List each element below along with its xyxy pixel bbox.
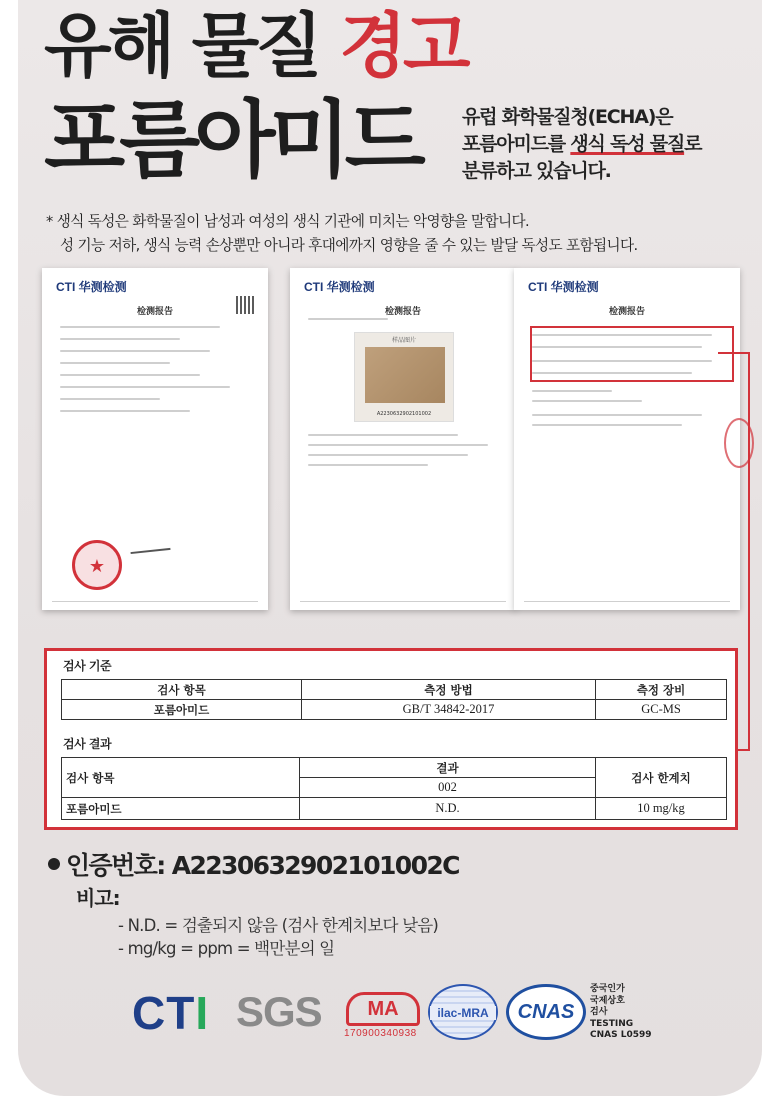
report-title: 检测报告 <box>384 307 421 317</box>
report-title: 检测报告 <box>136 307 173 317</box>
echa-line1: 유럽 화학물질청(ECHA)은 <box>462 106 673 128</box>
criteria-cell-method: GB/T 34842-2017 <box>302 700 596 720</box>
certificate-label: 인증번호: <box>66 851 165 880</box>
report-page-3 <box>514 268 740 610</box>
cti-logo: CTI <box>132 987 210 1039</box>
echa-line2-post: 로 <box>684 133 702 155</box>
headline-dark-text: 유해 물질 <box>44 5 319 87</box>
criteria-cell-item: 포름아미드 <box>62 700 302 720</box>
certificate-value: A2230632902101002C <box>171 851 459 880</box>
red-seal-icon: ★ <box>72 540 122 590</box>
criteria-header-method: 측정 방법 <box>302 680 596 700</box>
echa-line2 <box>462 131 762 158</box>
result-title: 검사 결과 <box>63 737 112 751</box>
cti-report-logo: CTI 华测检测 <box>304 280 375 294</box>
result-cell-item: 포름아미드 <box>62 798 300 820</box>
cti-report-logo: CTI 华测检测 <box>56 280 127 294</box>
cnas-caption: 중국인가 국제상호 검사 TESTING CNAS L0599 <box>590 984 652 1040</box>
echa-line2-pre: 포름아미드를 <box>462 133 565 155</box>
criteria-title: 검사 기준 <box>63 659 112 673</box>
sample-photo-label: 样品图片 <box>391 337 416 344</box>
result-header-item: 검사 항목 <box>62 758 300 798</box>
remarks-title: 비고: <box>76 886 120 910</box>
signature-mark <box>129 538 170 554</box>
sample-photo <box>354 332 454 422</box>
criteria-header-equipment: 측정 장비 <box>596 680 727 700</box>
footnote-line2: 성 기능 저하, 생식 능력 손상뿐만 아니라 후대에까지 영향을 줄 수 있는 발달 독성도 포함됩니다. <box>60 237 638 254</box>
result-table <box>61 757 727 820</box>
bullet-icon <box>48 858 60 870</box>
page-panel <box>18 0 762 1096</box>
criteria-table <box>61 679 727 720</box>
result-cell-limit: 10 mg/kg <box>596 798 727 820</box>
headline-line2: 포름아미드 <box>44 91 420 189</box>
echa-statement <box>462 104 762 185</box>
remark-item: - N.D. = 검출되지 않음 (검사 한계치보다 낮음) <box>118 916 438 935</box>
result-sub-header: 002 <box>300 778 596 798</box>
cti-report-logo: CTI 华测检测 <box>528 280 599 294</box>
echa-underlined-term: 생식 독성 물질 <box>570 133 685 155</box>
report-page-1 <box>42 268 268 610</box>
cma-logo: MA <box>346 992 420 1026</box>
echa-line3: 분류하고 있습니다. <box>462 160 611 182</box>
result-header-result: 결과 <box>300 758 596 778</box>
cnas-logo: CNAS <box>506 984 586 1040</box>
result-cell-value: N.D. <box>300 798 596 820</box>
connector-line <box>736 749 750 751</box>
connector-line <box>748 354 750 750</box>
certificate-number <box>48 846 459 882</box>
remark-item: - mg/kg = ppm = 백만분의 일 <box>118 939 335 958</box>
report-page-2 <box>290 268 516 610</box>
sgs-logo: SGS <box>236 988 322 1035</box>
sample-pad-image <box>365 347 445 403</box>
headline-line1 <box>44 6 466 86</box>
test-result-box <box>44 648 738 830</box>
sample-code: A2230632902101002 <box>376 411 432 417</box>
ilac-mra-logo: ilac-MRA <box>428 984 498 1040</box>
criteria-header-item: 검사 항목 <box>62 680 302 700</box>
criteria-cell-equipment: GC-MS <box>596 700 727 720</box>
cma-number: 170900340938 <box>344 1028 417 1039</box>
headline-red-text: 경고 <box>339 5 467 87</box>
report-title: 检测报告 <box>608 307 645 317</box>
footnote-line1: * 생식 독성은 화학물질이 남성과 여성의 생식 기관에 미치는 악영향을 말합니다. <box>46 213 530 230</box>
footnote <box>46 210 762 258</box>
connector-line <box>718 352 750 354</box>
result-header-limit: 검사 한계치 <box>596 758 727 798</box>
certification-logos <box>18 978 762 1058</box>
report-documents <box>42 268 742 610</box>
